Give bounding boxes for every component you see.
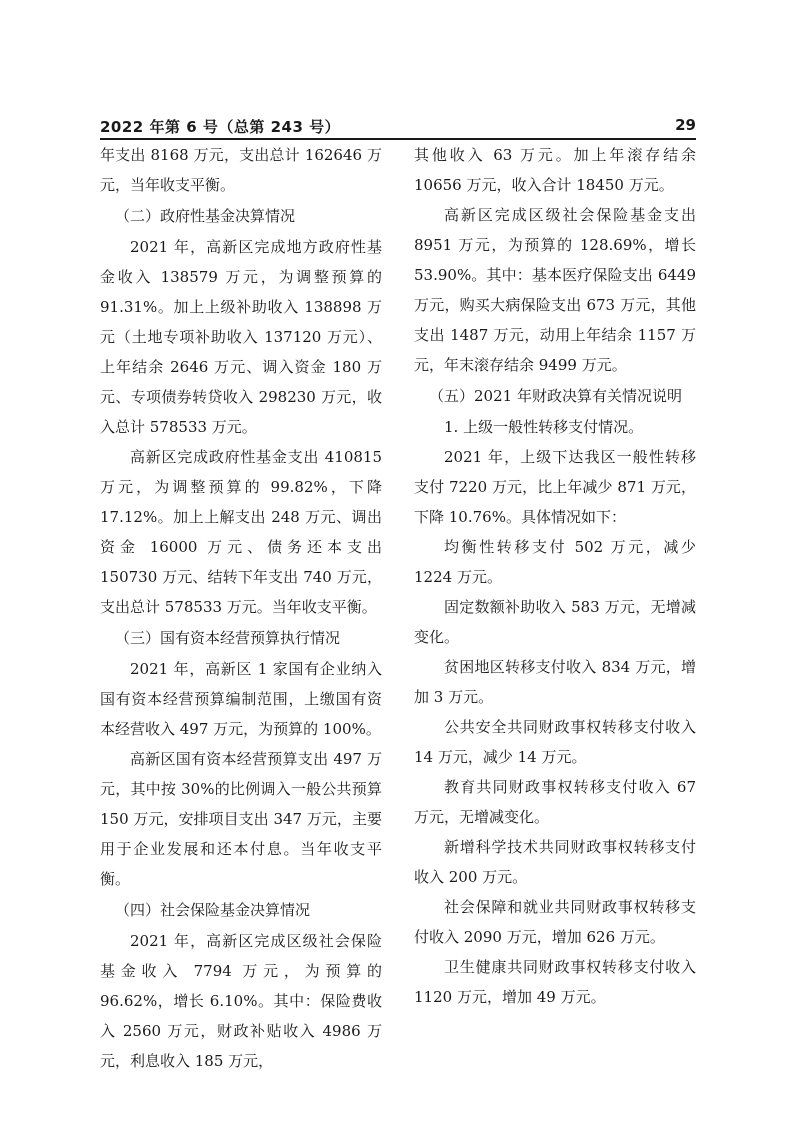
page-header <box>100 116 696 140</box>
section-heading: （二）政府性基金决算情况 <box>115 207 296 225</box>
paragraph: 高新区国有资本经营预算支出 497 万元，其中按 30%的比例调入一般公共预算 150 万元，安排项目支出 347 万元，主要用于企业发展和还本付息。当年收支平衡。 <box>100 750 382 888</box>
section-heading: （三）国有资本经营预算执行情况 <box>115 629 341 647</box>
paragraph: 高新区完成政府性基金支出 410815 万元，为调整预算的 99.82%，下降 17.12%。加上上解支出 248 万元、调出资金 16000 万元、债务还本支出 150730 万元、结转下年支出 740 万元，支出总计 578533 万元。当年收支平衡。 <box>100 448 382 616</box>
page-number: 29 <box>675 116 696 134</box>
paragraph: 社会保障和就业共同财政事权转移支付收入 2090 万元，增加 626 万元。 <box>414 898 696 946</box>
paragraph: 2021 年，高新区 1 家国有企业纳入国有资本经营预算编制范围，上缴国有资本经营收入 497 万元，为预算的 100%。 <box>100 660 382 738</box>
subsection-heading: 1. 上级一般性转移支付情况。 <box>444 418 644 436</box>
paragraph: 卫生健康共同财政事权转移支付收入 1120 万元，增加 49 万元。 <box>414 958 696 1006</box>
paragraph: 高新区完成区级社会保险基金支出 8951 万元，为预算的 128.69%，增长 53.90%。其中：基本医疗保险支出 6449 万元，购买大病保险支出 673 万元，其他支出 1487 万元，动用上年结余 1157 万元，年末滚存结余 9499 万元。 <box>414 206 696 374</box>
paragraph: 其他收入 63 万元。加上年滚存结余 10656 万元，收入合计 18450 万元。 <box>414 146 696 194</box>
issue-label: 2022 年第 6 号（总第 243 号） <box>100 118 341 136</box>
paragraph: 教育共同财政事权转移支付收入 67 万元，无增减变化。 <box>414 778 696 826</box>
section-heading: （五）2021 年财政决算有关情况说明 <box>429 387 682 405</box>
paragraph: 公共安全共同财政事权转移支付收入 14 万元，减少 14 万元。 <box>414 718 696 766</box>
paragraph: 固定数额补助收入 583 万元，无增减变化。 <box>414 598 696 646</box>
paragraph: 年支出 8168 万元，支出总计 162646 万元，当年收支平衡。 <box>100 146 382 194</box>
paragraph: 新增科学技术共同财政事权转移支付收入 200 万元。 <box>414 838 696 886</box>
paragraph: 2021 年，上级下达我区一般性转移支付 7220 万元，比上年减少 871 万元，下降 10.76%。具体情况如下： <box>414 448 696 526</box>
paragraph: 贫困地区转移支付收入 834 万元，增加 3 万元。 <box>414 658 696 706</box>
paragraph: 2021 年，高新区完成地方政府性基金收入 138579 万元，为调整预算的 91.31%。加上上级补助收入 138898 万元（土地专项补助收入 137120 万元）、上年结余 2646 万元、调入资金 180 万元、专项债券转贷收入 298230 万元，收入总计 578533 万元。 <box>100 238 382 436</box>
paragraph: 2021 年，高新区完成区级社会保险基金收入 7794 万元，为预算的 96.62%，增长 6.10%。其中：保险费收入 2560 万元，财政补贴收入 4986 万元，利息收入 185 万元， <box>100 932 382 1070</box>
section-heading: （四）社会保险基金决算情况 <box>115 901 311 919</box>
left-column <box>100 140 382 1076</box>
paragraph: 均衡性转移支付 502 万元，减少 1224 万元。 <box>414 538 696 586</box>
right-column <box>414 140 696 1012</box>
